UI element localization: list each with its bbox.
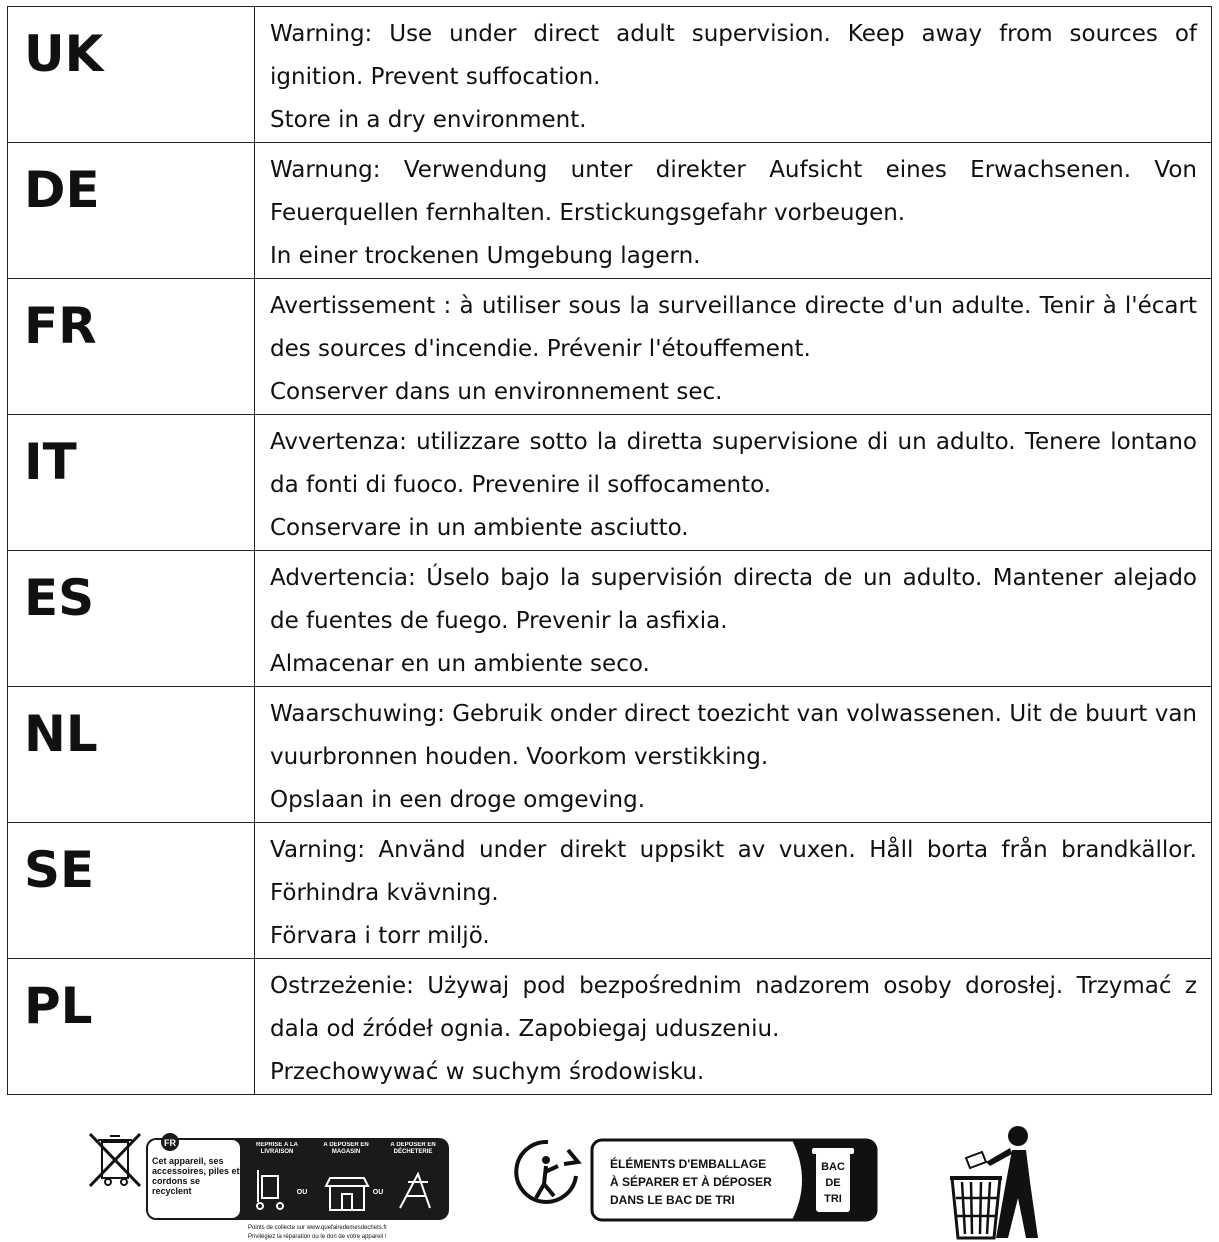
or-label: OU xyxy=(296,1189,308,1196)
table-row xyxy=(8,279,1212,415)
triman-logo xyxy=(512,1136,880,1226)
language-code: UK xyxy=(24,25,104,83)
storage-text: Förvara i torr miljö. xyxy=(270,923,490,949)
table-row xyxy=(8,551,1212,687)
storage-text: Przechowywać w suchym środowisku. xyxy=(270,1059,705,1085)
warning-text: Varning: Använd under direkt uppsikt av vuxen. Håll borta från brandkällor. Förhindra kvävning. xyxy=(270,837,1197,906)
warning-text: Waarschuwing: Gebruik onder direct toezicht van volwassenen. Uit de buurt van vuurbronnen houden. Voorkom verstikking. xyxy=(270,701,1197,770)
language-code: FR xyxy=(24,297,97,355)
warning-text: Avvertenza: utilizzare sotto la diretta supervisione di un adulto. Tenere lontano da fonti di fuoco. Prevenire il soffocamento. xyxy=(270,429,1197,498)
storage-text: Conservare in un ambiente asciutto. xyxy=(270,515,689,541)
warning-text: Warning: Use under direct adult supervision. Keep away from sources of ignition. Prevent suffocation. xyxy=(270,21,1197,90)
triman-line-2: À SÉPARER ET À DÉPOSER xyxy=(610,1175,772,1189)
tidyman-icon xyxy=(946,1122,1046,1240)
triman-line-1: ÉLÉMENTS D'EMBALLAGE xyxy=(610,1157,767,1171)
storage-text: Conserver dans un environnement sec. xyxy=(270,379,723,405)
language-code: IT xyxy=(24,433,77,491)
table-row xyxy=(8,7,1212,143)
triman-icon xyxy=(516,1142,578,1202)
storage-text: In einer trockenen Umgebung lagern. xyxy=(270,243,701,269)
warning-text: Advertencia: Úselo bajo la supervisión directa de un adulto. Mantener alejado de fuentes de fuego. Prevenir la asfixia. xyxy=(270,565,1197,634)
table-row xyxy=(8,415,1212,551)
warning-text: Avertissement : à utiliser sous la surveillance directe d'un adulte. Tenir à l'écart des sources d'incendie. Prévenir l'étouffement. xyxy=(270,293,1197,362)
table-row xyxy=(8,687,1212,823)
bin-label-1: BAC xyxy=(821,1161,845,1173)
table-row xyxy=(8,143,1212,279)
table-row xyxy=(8,959,1212,1095)
weee-footer-2: Privilégiez la réparation ou le don de votre appareil ! xyxy=(248,1234,387,1240)
weee-col-1: REPRISE À LA LIVRAISON xyxy=(255,1142,298,1155)
language-code: ES xyxy=(24,569,95,627)
bin-label-2: DE xyxy=(825,1177,841,1189)
language-code: PL xyxy=(24,977,93,1035)
language-code: NL xyxy=(24,705,98,763)
fr-badge: FR xyxy=(164,1138,176,1148)
bin-label-3: TRI xyxy=(824,1193,842,1205)
crossed-bin-icon xyxy=(90,1134,140,1186)
language-code: SE xyxy=(24,841,95,899)
warning-text: Warnung: Verwendung unter direkter Aufsicht eines Erwachsenen. Von Feuerquellen fernhalten. Erstickungsgefahr vorbeugen. xyxy=(270,157,1197,226)
storage-text: Store in a dry environment. xyxy=(270,107,587,133)
warning-text: Ostrzeżenie: Używaj pod bezpośrednim nadzorem osoby dorosłej. Trzymać z dala od źródeł ognia. Zapobiegaj uduszeniu. xyxy=(270,973,1197,1042)
table-row xyxy=(8,823,1212,959)
weee-col-2: À DÉPOSER EN MAGASIN xyxy=(323,1142,369,1155)
sorting-bin-icon xyxy=(812,1148,854,1212)
storage-text: Almacenar en un ambiente seco. xyxy=(270,651,650,677)
weee-main-text: Cet appareil, ses accessoires, piles et cordons se recyclent xyxy=(152,1156,240,1196)
or-label: OU xyxy=(372,1189,384,1196)
language-code: DE xyxy=(24,161,100,219)
warning-table xyxy=(7,6,1212,1095)
storage-text: Opslaan in een droge omgeving. xyxy=(270,787,646,813)
triman-line-3: DANS LE BAC DE TRI xyxy=(610,1193,735,1207)
weee-col-3: À DÉPOSER EN DÉCHETERIE xyxy=(390,1142,436,1155)
weee-footer-1: Points de collecte sur www.quefairedemesdechets.fr xyxy=(248,1225,388,1231)
weee-info-tri-logo xyxy=(88,1130,453,1242)
recycling-logos xyxy=(0,1120,1219,1241)
